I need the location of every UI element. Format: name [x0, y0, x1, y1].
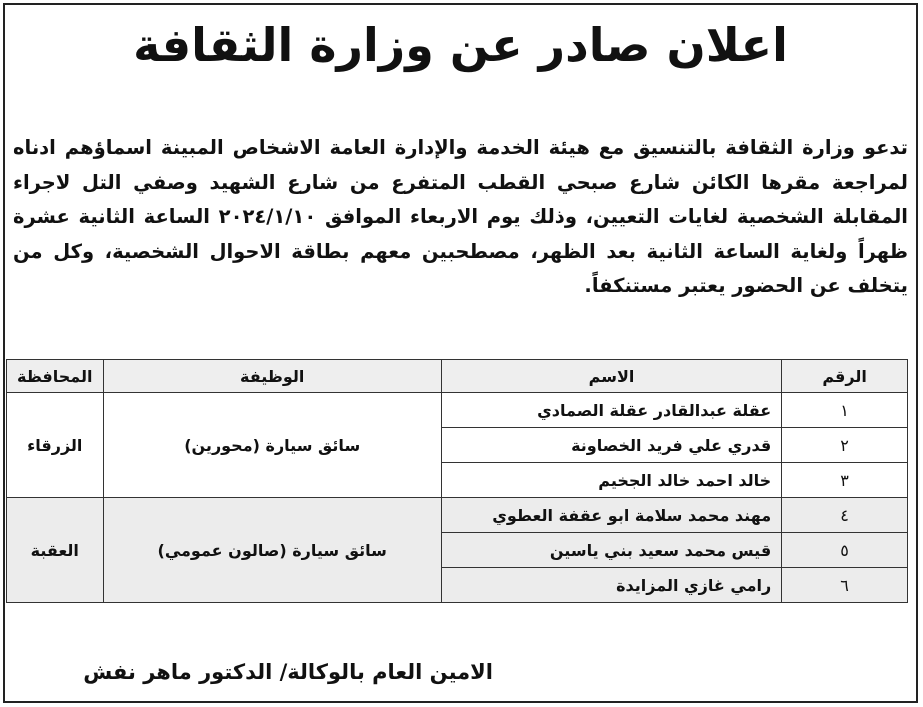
table-row: [7, 498, 908, 533]
group-job: سائق سيارة (صالون عمومي): [103, 498, 441, 603]
signature-line: الامين العام بالوكالة/ الدكتور ماهر نفش: [83, 660, 493, 684]
row-name: مهند محمد سلامة ابو عقفة العطوي: [441, 498, 781, 533]
table-row: [7, 393, 908, 428]
row-name: رامي غازي المزايدة: [441, 568, 781, 603]
announcement-title: اعلان صادر عن وزارة الثقافة: [133, 18, 788, 72]
table-header-row: [7, 360, 908, 393]
row-name: قدري علي فريد الخصاونة: [441, 428, 781, 463]
row-name: عقلة عبدالقادر عقلة الصمادي: [441, 393, 781, 428]
group-governorate: الزرقاء: [7, 393, 104, 498]
header-governorate: المحافظة: [7, 360, 104, 393]
row-number: ٤: [782, 498, 908, 533]
header-name: الاسم: [441, 360, 781, 393]
group-governorate: العقبة: [7, 498, 104, 603]
row-number: ٥: [782, 533, 908, 568]
candidates-table: [6, 359, 908, 603]
row-number: ١: [782, 393, 908, 428]
row-number: ٦: [782, 568, 908, 603]
header-number: الرقم: [782, 360, 908, 393]
row-name: خالد احمد خالد الجخيم: [441, 463, 781, 498]
group-job: سائق سيارة (محورين): [103, 393, 441, 498]
announcement-body: تدعو وزارة الثقافة بالتنسيق مع هيئة الخدمة والإدارة العامة الاشخاص المبينة اسماؤهم ادناه لمراجعة مقرها الكائن شارع صبحي القطب المتفرع من شارع الشهيد وصفي التل لاجراء المقابلة الشخصية لغايات التعيين، وذلك يوم الاربعاء الموافق ٢٠٢٤/١/١٠ الساعة الثانية عشرة ظهراً ولغاية الساعة الثانية بعد الظهر، مصطحبين معهم بطاقة الاحوال الشخصية، وكل من يتخلف عن الحضور يعتبر مستنكفاً.: [13, 136, 908, 297]
row-name: قيس محمد سعيد بني ياسين: [441, 533, 781, 568]
row-number: ٢: [782, 428, 908, 463]
row-number: ٣: [782, 463, 908, 498]
header-job: الوظيفة: [103, 360, 441, 393]
